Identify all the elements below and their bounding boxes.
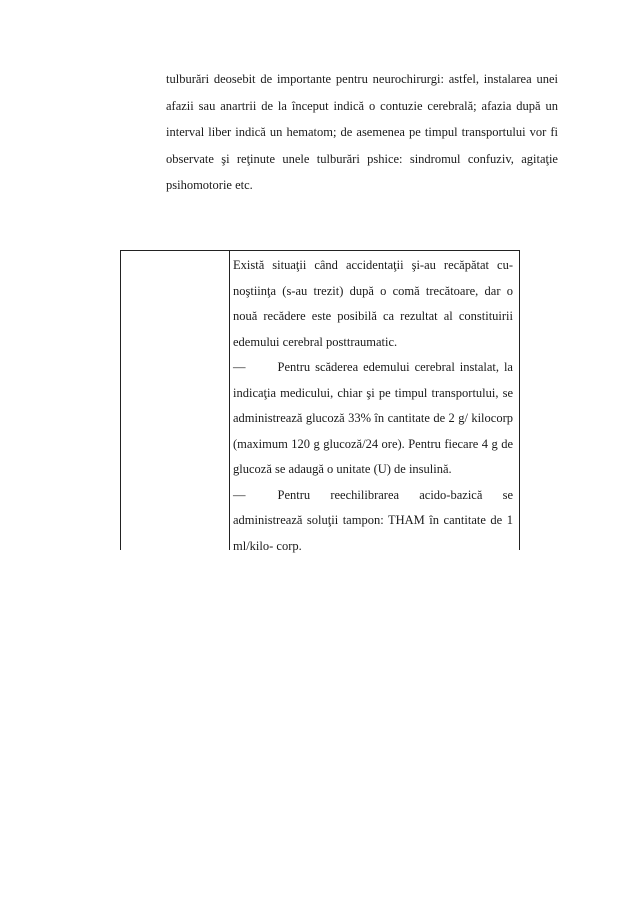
dash-marker: — (233, 487, 246, 502)
table-paragraph-3 (233, 483, 513, 560)
table-paragraph-3-text: Pentru reechilibrarea acido-bazică se administrează soluţii tampon: THAM în cantitate de 1 ml/kilo- corp. (233, 487, 513, 553)
table-paragraph-1: Există situaţii când accidentaţii şi-au recăpătat cu-noştiinţa (s-au trezit) după o comă trecătoare, dar o nouă recădere este posibilă ca rezultat al constituirii edemului cerebral posttraumatic. (233, 258, 513, 349)
table-top-border (120, 250, 520, 251)
table-right-border (519, 250, 520, 550)
body-paragraph: tulburări deosebit de importante pentru neurochirurgi: astfel, instalarea unei afazii sau anartrii de la început indică o contuzie cerebrală; afazia după un interval liber indică un hematom; de asemenea pe timpul transportului vor fi observate şi reţinute unele tulburări pshice: sindromul confuziv, agitaţie psihomotorie etc. (166, 72, 558, 192)
table-left-border (120, 250, 121, 550)
table-paragraph-2 (233, 355, 513, 483)
table-column-divider (229, 250, 230, 550)
table-paragraph-2-text: Pentru scăderea edemului cerebral instalat, la indicaţia medicului, chiar şi pe timpul transportului, se administrează glucoză 33% în cantitate de 2 g/ kilocorp (maximum 120 g glucoză/24 ore). Pentru fiecare 4 g de glucoză se adaugă o unitate (U) de insulină. (233, 360, 513, 476)
content-table (120, 250, 520, 553)
dash-marker: — (233, 360, 246, 374)
table-cell-text (233, 253, 513, 559)
